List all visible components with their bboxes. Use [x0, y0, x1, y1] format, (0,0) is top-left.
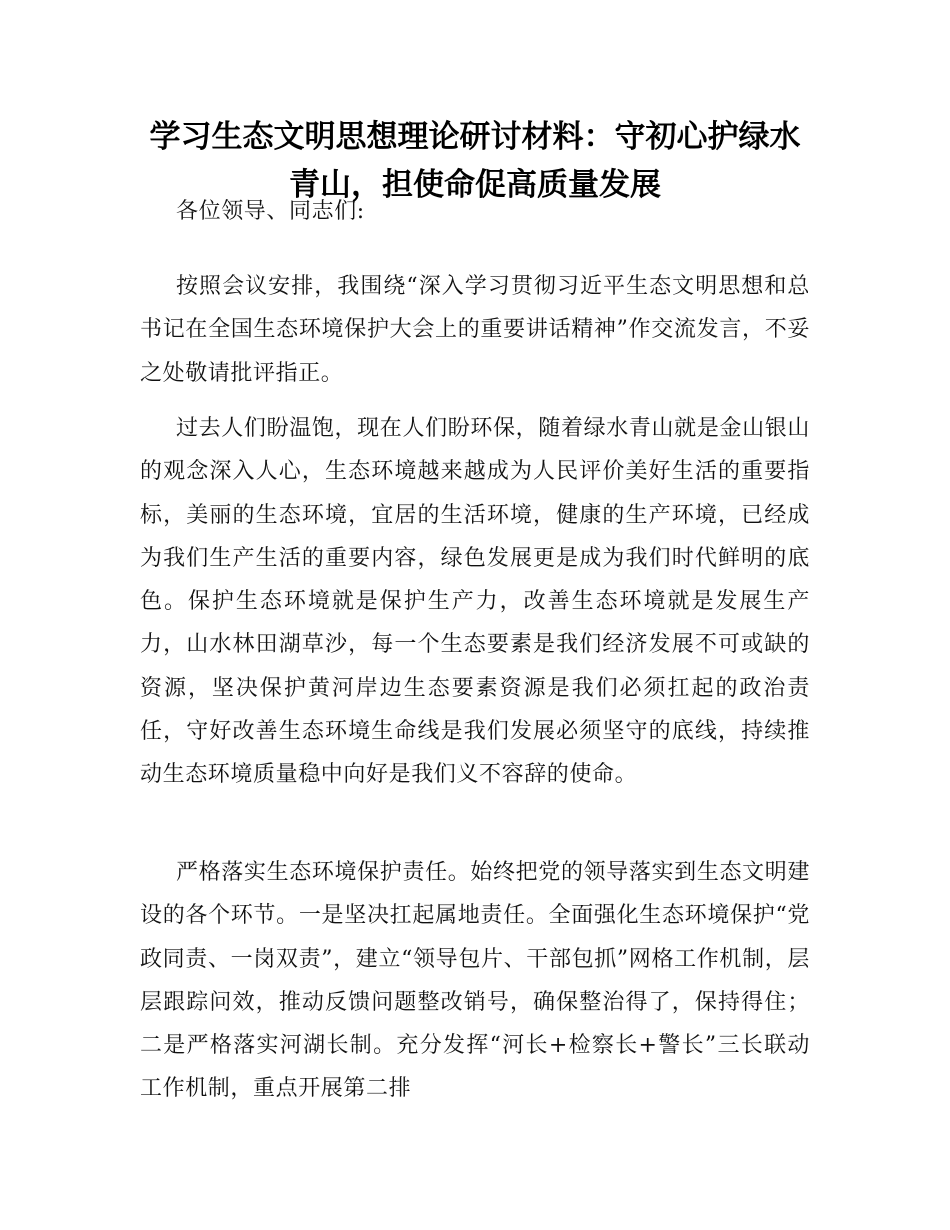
document-title: 学习生态文明思想理论研讨材料：守初心护绿水青山，担使命促高质量发展	[149, 119, 801, 203]
body-paragraph-background: 过去人们盼温饱，现在人们盼环保，随着绿水青山就是金山银山的观念深入人心，生态环境越来越成为人民评价美好生活的重要指标，美丽的生态环境，宜居的生活环境，健康的生产环境，已经成为我们生产生活的重要内容，绿色发展更是成为我们时代鲜明的底色。保护生态环境就是保护生产力，改善生态环境就是发展生产力，山水林田湖草沙，每一个生态要素是我们经济发展不可或缺的资源，坚决保护黄河岸边生态要素资源是我们必须扛起的政治责任，守好改善生态环境生命线是我们发展必须坚守的底线，持续推动生态环境质量稳中向好是我们义不容辞的使命。	[140, 416, 810, 788]
intro-paragraph: 按照会议安排，我围绕“深入学习贯彻习近平生态文明思想和总书记在全国生态环境保护大会上的重要讲话精神”作交流发言，不妥之处敬请批评指正。	[140, 274, 810, 386]
body-paragraph-responsibility: 严格落实生态环境保护责任。始终把党的领导落实到生态文明建设的各个环节。一是坚决扛起属地责任。全面强化生态环境保护“党政同责、一岗双责”，建立“领导包片、干部包抓”网格工作机制，层层跟踪问效，推动反馈问题整改销号，确保整治得了，保持得住；二是严格落实河湖长制。充分发挥“河长+检察长+警长”三长联动工作机制，重点开展第二排	[140, 860, 810, 1102]
salutation-paragraph: 各位领导、同志们:	[176, 199, 365, 224]
